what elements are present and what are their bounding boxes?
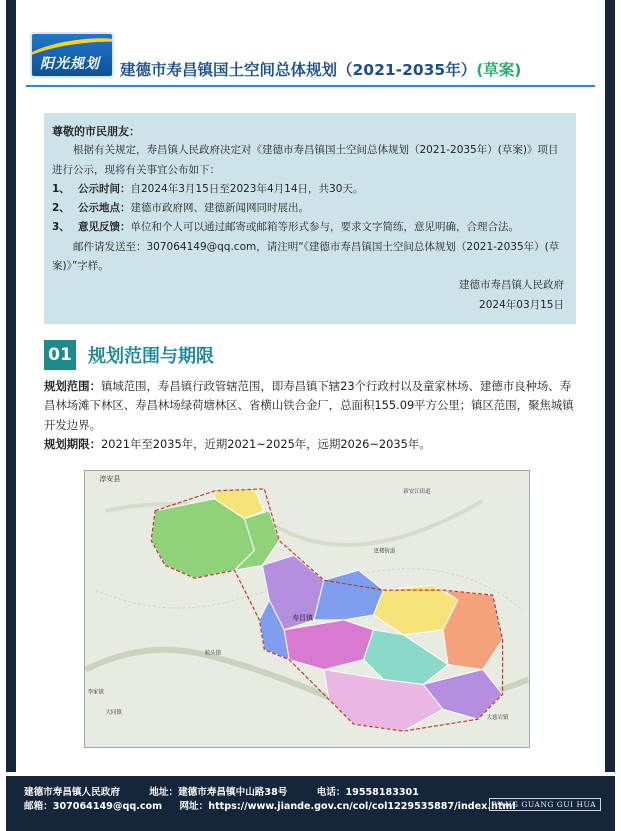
planning-period-paragraph	[44, 435, 578, 454]
notice-item	[52, 180, 564, 199]
notice-greeting: 尊敬的市民朋友：	[52, 125, 140, 138]
map-label-place: 李家镇	[87, 689, 104, 696]
notice-item	[52, 218, 564, 237]
page-footer	[6, 776, 615, 831]
footer-phone-label: 电话：	[316, 787, 346, 798]
map-label-place: 更楼街道	[373, 548, 396, 555]
planning-period-text: 2021年至2035年，近期2021~2025年，远期2026~2035年。	[100, 436, 431, 451]
header-divider	[26, 85, 595, 87]
planning-scope-text: 镇域范围，寿昌镇行政管辖范围，即寿昌镇下辖23个行政村以及童家林场、建德市良种场、寿昌林场滩下林区、寿昌林场绿荷塘林区、省横山铁合金厂，总面积155.09平方公里；镇区范围，聚焦城镇开发边界。	[44, 379, 574, 432]
section-body	[44, 377, 578, 454]
map-label-place: 航头镇	[204, 650, 222, 657]
notice-item	[52, 199, 564, 218]
map-label-town-center: 寿昌镇	[292, 613, 313, 622]
notice-signer: 建德市寿昌镇人民政府	[459, 279, 564, 292]
notice-item-number: 2、	[52, 202, 70, 215]
footer-email-link[interactable]: 307064149@qq.com	[52, 801, 163, 812]
map-label-place: 大慈岩镇	[486, 715, 509, 722]
notice-item-key: 意见反馈：	[78, 221, 131, 234]
public-notice-box	[44, 113, 576, 324]
notice-item-number: 1、	[52, 182, 70, 195]
brand-logo	[30, 32, 114, 78]
document-title	[120, 58, 521, 80]
planning-period-label: 规划期限：	[44, 436, 101, 451]
logo-text: 阳光规划	[40, 56, 100, 72]
footer-site-label: 网址：	[179, 801, 209, 812]
left-border	[6, 0, 16, 772]
footer-org: 建德市寿昌镇人民政府	[24, 787, 120, 798]
notice-intro: 根据有关规定，寿昌镇人民政府决定对《建德市寿昌镇国土空间总体规划（2021-2035年）(草案)》项目进行公示，现将有关事宜公布如下：	[52, 144, 559, 176]
notice-item-text: 单位和个人可以通过邮寄或邮箱等形式参与，要求文字简练，意见明确，合理合法。	[130, 221, 519, 234]
document-title-draft: (草案)	[476, 61, 522, 79]
notice-item-text: 建德市政府网、建德新闻网同时展出。	[130, 202, 309, 215]
notice-email-note: 邮件请发送至：307064149@qq.com，请注明“《建德市寿昌镇国土空间总体规划（2021-2035年）(草案)》”字样。	[52, 240, 560, 273]
footer-address: 建德市寿昌镇中山路38号	[178, 787, 288, 798]
notice-date: 2024年03月15日	[479, 298, 564, 311]
planning-scope-label: 规划范围：	[44, 379, 101, 393]
footer-phone: 19558183301	[345, 787, 419, 798]
map-label-place: 新安江街道	[403, 488, 431, 495]
planning-scope-paragraph	[44, 377, 578, 435]
page-header	[16, 0, 605, 100]
notice-item-text: 自2024年3月15日至2023年4月14日，共30天。	[130, 182, 364, 195]
footer-row-1	[24, 784, 419, 798]
notice-item-key: 公示地点：	[78, 202, 131, 215]
map-label-place: 大同镇	[105, 710, 122, 717]
footer-email-label: 邮箱：	[24, 801, 53, 812]
section-title: 规划范围与期限	[88, 346, 214, 367]
map-label-county: 淳安县	[99, 474, 121, 483]
planning-boundary-map	[84, 470, 530, 748]
footer-site-link[interactable]: https://www.jiande.gov.cn/col/col1229535887/index.html	[208, 801, 516, 812]
map-graphic	[85, 471, 529, 747]
right-border	[605, 0, 615, 772]
notice-item-key: 公示时间：	[78, 182, 131, 195]
footer-address-label: 地址：	[149, 787, 179, 798]
section-heading	[44, 340, 214, 370]
document-title-main: 建德市寿昌镇国土空间总体规划（2021-2035年）	[120, 61, 477, 79]
notice-item-number: 3、	[52, 221, 70, 234]
section-number: 01	[44, 340, 76, 370]
footer-brand-mark: YANG GUANG GUI HUA	[489, 798, 601, 811]
footer-row-2	[24, 798, 516, 812]
